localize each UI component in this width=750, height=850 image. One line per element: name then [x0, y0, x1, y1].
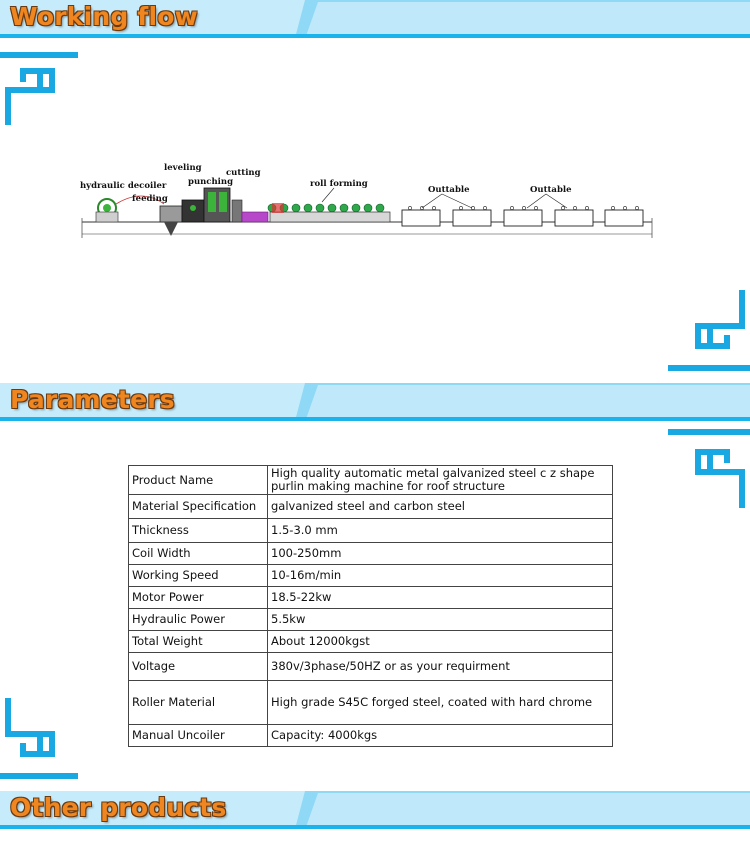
parameter-name: Working Speed: [129, 565, 268, 587]
parameter-name: Manual Uncoiler: [129, 725, 268, 747]
section-title: Working flow: [10, 2, 198, 31]
table-row: [129, 631, 613, 653]
parameter-value: High quality automatic metal galvanized steel c z shape purlin making machine for roof structure: [268, 466, 613, 495]
label-cutting: cutting: [226, 168, 261, 178]
table-row: [129, 495, 613, 519]
label-feeding: feeding: [132, 194, 168, 204]
label-roll-forming: roll forming: [310, 179, 368, 189]
parameter-name: Thickness: [129, 519, 268, 543]
section-title: Other products: [10, 793, 227, 822]
parameter-name: Coil Width: [129, 543, 268, 565]
parameter-name: Product Name: [129, 466, 268, 495]
corner-ornament-icon: [668, 428, 750, 510]
table-row: [129, 725, 613, 747]
parameter-name: Motor Power: [129, 587, 268, 609]
table-row: [129, 519, 613, 543]
parameter-name: Total Weight: [129, 631, 268, 653]
parameter-value: 10-16m/min: [268, 565, 613, 587]
label-punching: punching: [188, 177, 234, 187]
section-banner-parameters: [0, 383, 750, 421]
table-row: [129, 587, 613, 609]
parameter-value: About 12000kgst: [268, 631, 613, 653]
table-row: [129, 565, 613, 587]
parameter-value: 1.5-3.0 mm: [268, 519, 613, 543]
parameter-value: Capacity: 4000kgs: [268, 725, 613, 747]
parameter-value: 5.5kw: [268, 609, 613, 631]
table-row: [129, 466, 613, 495]
parameter-name: Roller Material: [129, 681, 268, 725]
label-leveling: leveling: [164, 163, 202, 173]
section-title: Parameters: [10, 385, 175, 414]
parameters-table: [128, 465, 613, 747]
working-flow-diagram: [72, 148, 662, 248]
parameter-name: Material Specification: [129, 495, 268, 519]
section-banner-other-products: [0, 791, 750, 829]
parameter-value: High grade S45C forged steel, coated with hard chrome: [268, 681, 613, 725]
table-row: [129, 681, 613, 725]
section-banner-working-flow: [0, 0, 750, 38]
corner-ornament-icon: [0, 45, 80, 127]
parameter-name: Voltage: [129, 653, 268, 681]
parameter-value: 100-250mm: [268, 543, 613, 565]
label-outtable-1: Outtable: [428, 185, 470, 195]
parameter-value: 380v/3phase/50HZ or as your requirment: [268, 653, 613, 681]
corner-ornament-icon: [0, 698, 80, 780]
table-row: [129, 543, 613, 565]
parameter-value: galvanized steel and carbon steel: [268, 495, 613, 519]
corner-ornament-icon: [668, 290, 750, 372]
label-outtable-2: Outtable: [530, 185, 572, 195]
table-row: [129, 609, 613, 631]
parameter-name: Hydraulic Power: [129, 609, 268, 631]
parameter-value: 18.5-22kw: [268, 587, 613, 609]
label-hydraulic-decoiler: hydraulic decoiler: [80, 181, 167, 191]
table-row: [129, 653, 613, 681]
